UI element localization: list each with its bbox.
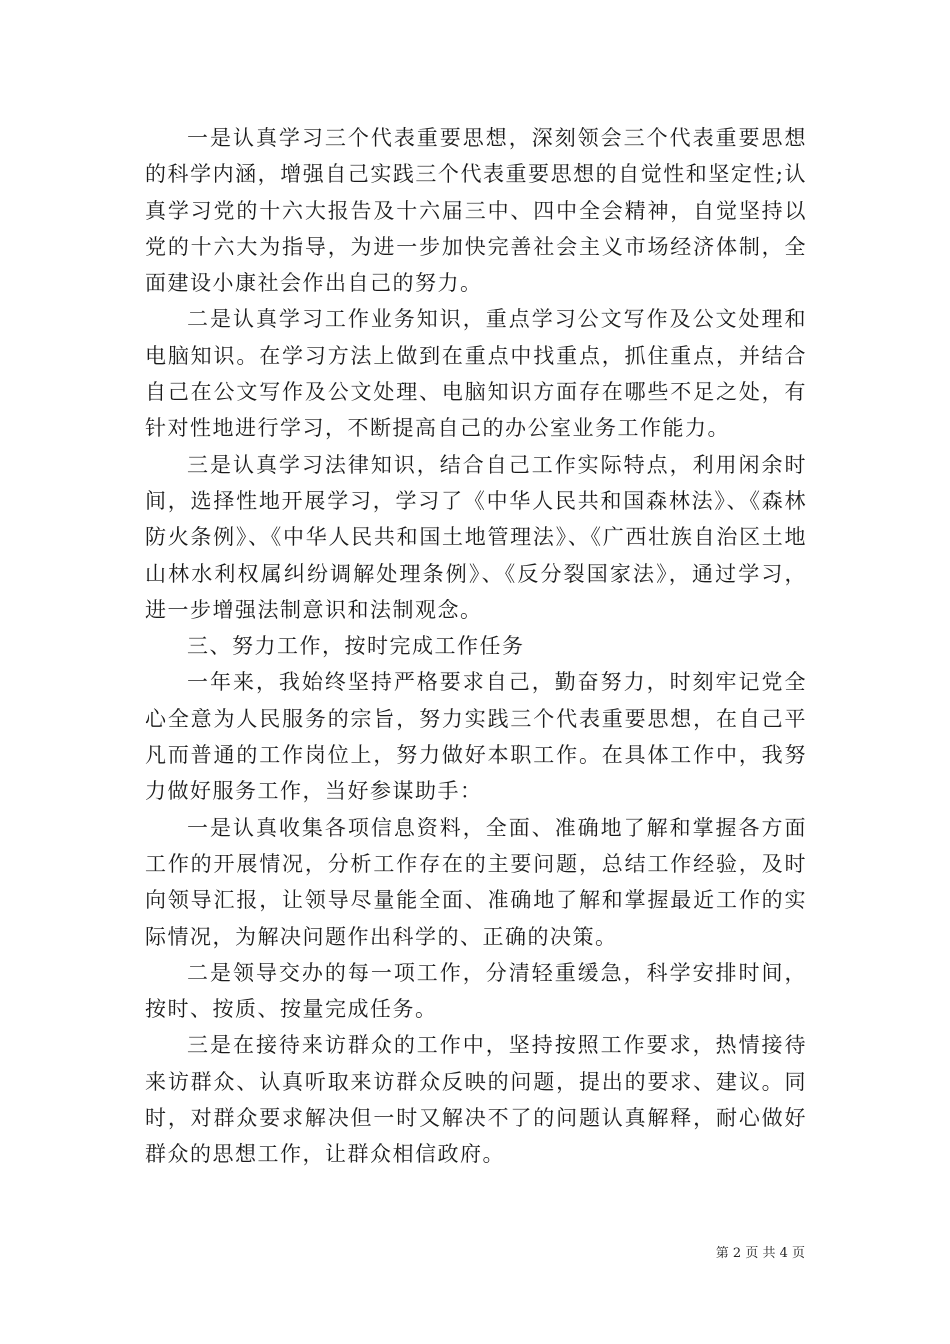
paragraph-work-summary: 一年来，我始终坚持严格要求自己，勤奋努力，时刻牢记党全心全意为人民服务的宗旨，努力实践三个代表重要思想，在自己平凡而普通的工作岗位上，努力做好本职工作。在具体工作中，我努力做好服务工作，当好参谋助手： xyxy=(145,670,807,804)
document-body xyxy=(145,120,807,1173)
paragraph-study-law: 三是认真学习法律知识，结合自己工作实际特点，利用闲余时间，选择性地开展学习，学习了《中华人民共和国森林法》、《森林防火条例》、《中华人民共和国土地管理法》、《广西壮族自治区土地山林水利权属纠纷调解处理条例》、《反分裂国家法》，通过学习，进一步增强法制意识和法制观念。 xyxy=(145,452,807,622)
section-heading-work: 三、努力工作，按时完成工作任务 xyxy=(187,634,525,659)
paragraph-collect-info: 一是认真收集各项信息资料，全面、准确地了解和掌握各方面工作的开展情况，分析工作存在的主要问题，总结工作经验，及时向领导汇报，让领导尽量能全面、准确地了解和掌握最近工作的实际情况，为解决问题作出科学的、正确的决策。 xyxy=(145,815,807,949)
paragraph-assigned-tasks: 二是领导交办的每一项工作，分清轻重缓急，科学安排时间，按时、按质、按量完成任务。 xyxy=(145,960,807,1022)
paragraph-receive-visitors: 三是在接待来访群众的工作中，坚持按照工作要求，热情接待来访群众、认真听取来访群众反映的问题，提出的要求、建议。同时，对群众要求解决但一时又解决不了的问题认真解释，耐心做好群众的思想工作，让群众相信政府。 xyxy=(145,1033,807,1167)
page-number-footer: 第 2 页 共 4 页 xyxy=(715,1246,805,1261)
paragraph-study-business: 二是认真学习工作业务知识，重点学习公文写作及公文处理和电脑知识。在学习方法上做到在重点中找重点，抓住重点，并结合自己在公文写作及公文处理、电脑知识方面存在哪些不足之处，有针对性地进行学习，不断提高自己的办公室业务工作能力。 xyxy=(145,307,807,441)
paragraph-study-theory: 一是认真学习三个代表重要思想，深刻领会三个代表重要思想的科学内涵，增强自己实践三个代表重要思想的自觉性和坚定性;认真学习党的十六大报告及十六届三中、四中全会精神，自觉坚持以党的十六大为指导，为进一步加快完善社会主义市场经济体制，全面建设小康社会作出自己的努力。 xyxy=(145,126,807,296)
